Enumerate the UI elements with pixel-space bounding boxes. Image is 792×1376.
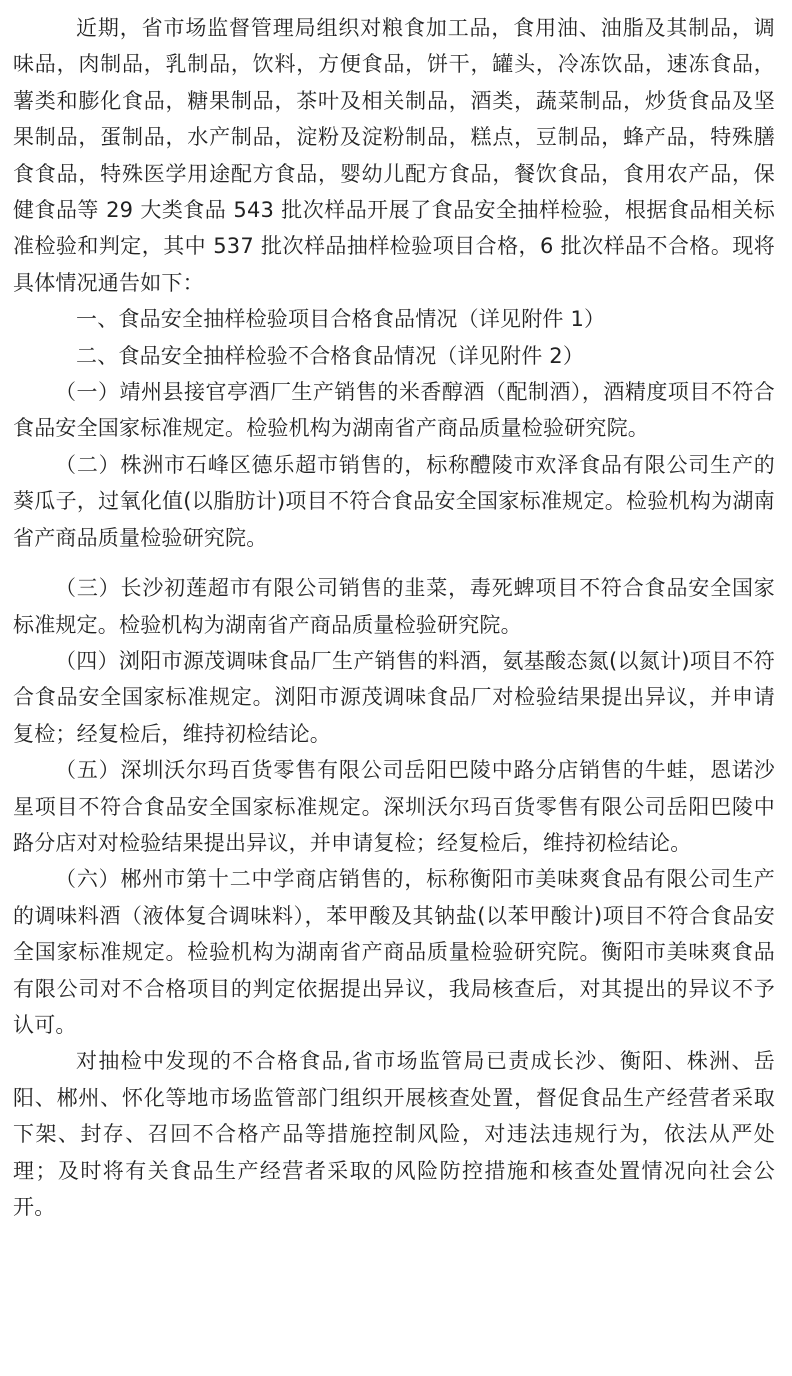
item-3-paragraph: （三）长沙初莲超市有限公司销售的韭菜，毒死蜱项目不符合食品安全国家标准规定。检验机构为湖南省产商品质量检验研究院。 [13, 576, 775, 637]
section-qualified-heading: 一、食品安全抽样检验项目合格食品情况（详见附件 1） [76, 307, 606, 332]
item-2-paragraph: （二）株洲市石峰区德乐超市销售的，标称醴陵市欢泽食品有限公司生产的葵瓜子，过氧化值(以脂肪计)项目不符合食品安全国家标准规定。检验机构为湖南省产商品质量检验研究院。 [13, 452, 775, 550]
closing-paragraph: 对抽检中发现的不合格食品,省市场监管局已责成长沙、衡阳、株洲、岳阳、郴州、怀化等地市场监管部门组织开展核查处置，督促食品生产经营者采取下架、封存、召回不合格产品等措施控制风险，对违法违规行为，依法从严处理；及时将有关食品生产经营者采取的风险防控措施和核查处置情况向社会公开。 [13, 1049, 775, 1219]
item-1-paragraph: （一）靖州县接官亭酒厂生产销售的米香醇酒（配制酒），酒精度项目不符合食品安全国家标准规定。检验机构为湖南省产商品质量检验研究院。 [13, 380, 775, 441]
item-4-paragraph: （四）浏阳市源茂调味食品厂生产销售的料酒，氨基酸态氮(以氮计)项目不符合食品安全国家标准规定。浏阳市源茂调味食品厂对检验结果提出异议，并申请复检；经复检后，维持初检结论。 [13, 648, 775, 746]
section-unqualified-heading: 二、食品安全抽样检验不合格食品情况（详见附件 2） [76, 343, 585, 368]
intro-paragraph: 近期，省市场监督管理局组织对粮食加工品，食用油、油脂及其制品，调味品，肉制品，乳制品，饮料，方便食品，饼干，罐头，冷冻饮品，速冻食品，薯类和膨化食品，糖果制品，茶叶及相关制品，酒类，蔬菜制品，炒货食品及坚果制品，蛋制品，水产制品，淀粉及淀粉制品，糕点，豆制品，蜂产品，特殊膳食食品，特殊医学用途配方食品，婴幼儿配方食品，餐饮食品，食用农产品，保健食品等 29 大类食品 543 批次样品开展了食品安全抽样检验，根据食品相关标准检验和判定，其中 537 批次样品抽样检验项目合格，6 批次样品不合格。现将具体情况通告如下： [13, 16, 775, 295]
item-5-paragraph: （五）深圳沃尔玛百货零售有限公司岳阳巴陵中路分店销售的牛蛙，恩诺沙星项目不符合食品安全国家标准规定。深圳沃尔玛百货零售有限公司岳阳巴陵中路分店对对检验结果提出异议，并申请复检；经复检后，维持初检结论。 [13, 758, 775, 855]
item-6-paragraph: （六）郴州市第十二中学商店销售的，标称衡阳市美味爽食品有限公司生产的调味料酒（液体复合调味料），苯甲酸及其钠盐(以苯甲酸计)项目不符合食品安全国家标准规定。检验机构为湖南省产商品质量检验研究院。衡阳市美味爽食品有限公司对不合格项目的判定依据提出异议，我局核查后，对其提出的异议不予认可。 [13, 867, 775, 1037]
